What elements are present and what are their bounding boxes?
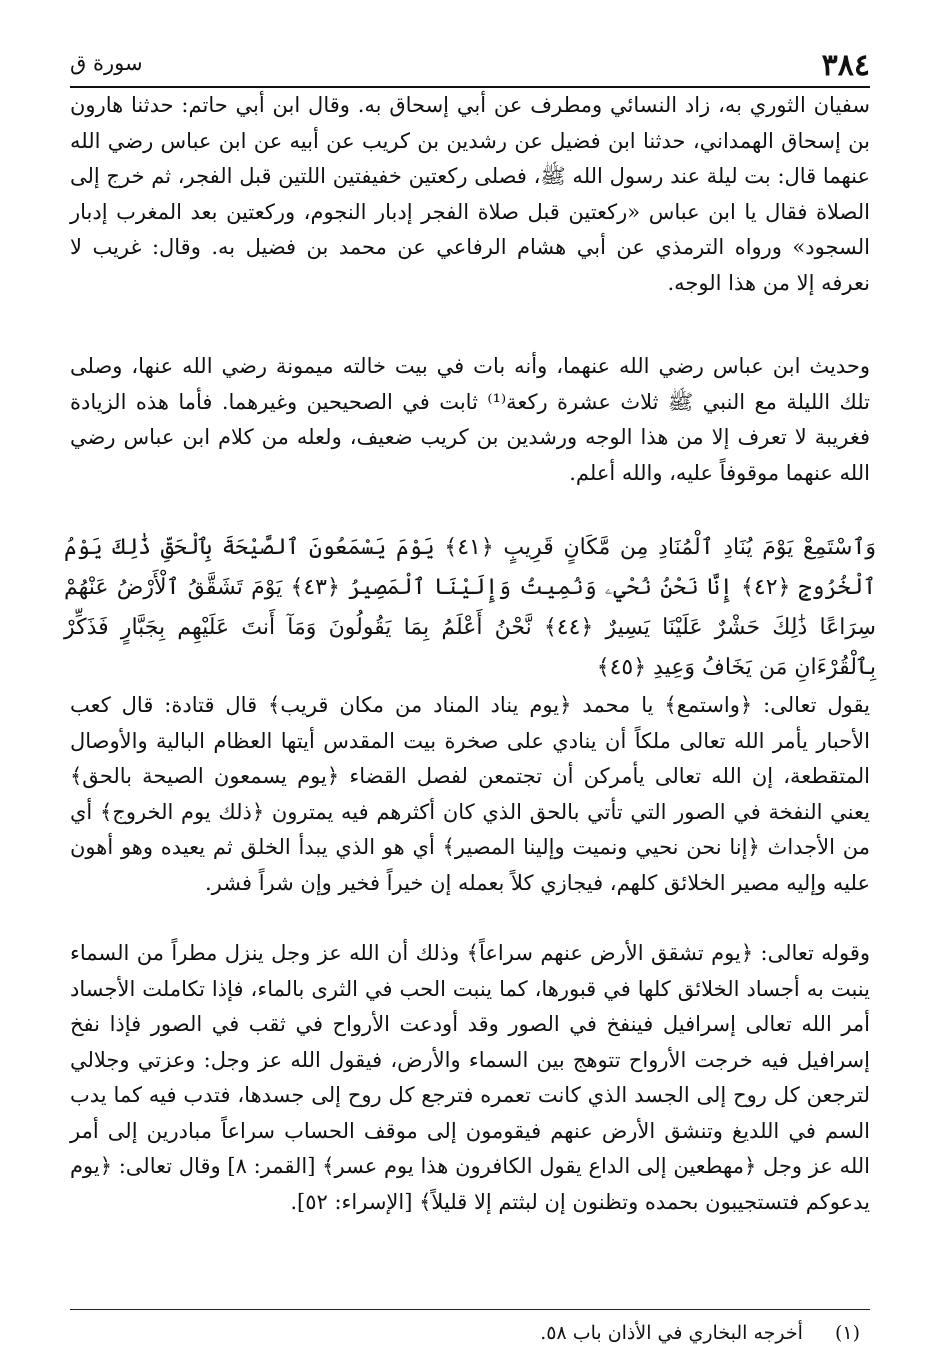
page-header xyxy=(70,44,870,88)
paragraph-hadith-narration: سفيان الثوري به، زاد النسائي ومطرف عن أبي إسحاق به. وقال ابن أبي حاتم: حدثنا هارون بن إسحاق الهمداني، حدثنا ابن فضيل عن رشدين بن كريب عن أبيه عن ابن عباس رضي الله عنهما قال: بت ليلة عند رسول الله ﷺ، فصلى ركعتين خفيفتين اللتين قبل الفجر، ثم خرج إلى الصلاة فقال يا ابن عباس «ركعتين قبل صلاة الفجر إدبار النجوم، وركعتين بعد المغرب إدبار السجود» ورواه الترمذي عن أبي هشام الرفاعي عن محمد بن فضيل به. وقال: غريب لا نعرفه إلا من هذا الوجه. xyxy=(70,93,870,295)
footnote-divider xyxy=(70,1309,870,1310)
footnote-text: أخرجه البخاري في الأذان باب ٥٨. xyxy=(540,1322,803,1344)
quran-verses-block: وَٱسْتَمِعْ يَوْمَ يُنَادِ ٱلْمُنَادِ مِن مَّكَانٍ قَرِيبٍ ﴿٤١﴾ يَوْمَ يَسْمَعُونَ ٱلصَّيْحَةَ بِٱلْحَقِّ ذَٰلِكَ يَوْمُ ٱلْخُرُوجِ ﴿٤٢﴾ إِنَّا نَحْنُ نُحْيِۦ وَنُمِيتُ وَإِلَيْنَا ٱلْمَصِيرُ ﴿٤٣﴾ يَوْمَ تَشَقَّقُ ٱلْأَرْضُ عَنْهُمْ سِرَاعًا ذَٰلِكَ حَشْرٌ عَلَيْنَا يَسِيرٌ ﴿٤٤﴾ نَّحْنُ أَعْلَمُ بِمَا يَقُولُونَ وَمَآ أَنتَ عَلَيْهِم بِجَبَّارٍ فَذَكِّرْ بِٱلْقُرْءَانِ مَن يَخَافُ وَعِيدِ ﴿٤٥﴾ xyxy=(64,535,877,680)
paragraph-tafsir-resurrection: وقوله تعالى: ﴿يوم تشقق الأرض عنهم سراعاً﴾ وذلك أن الله عز وجل ينزل مطراً من السماء ينبت به أجساد الخلائق كلها في قبورها، كما ينبت الحب في الثرى بالماء، فإذا تكاملت الأجساد أمر الله تعالى إسرافيل فينفخ في الصور وقد أودعت الأرواح في ثقب في الصور فإذا نفخ إسرافيل فيه خرجت الأرواح تتوهج بين السماء والأرض، فيقول الله عز وجل: وعزتي وجلالي لترجعن كل روح إلى الجسد الذي كانت تعمره فترجع كل روح إلى جسدها، فتدب فيه كما يدب السم في اللديغ وتنشق الأرض عنهم فيقومون إلى موقف الحساب سراعاً مبادرين إلى أمر الله عز وجل ﴿مهطعين إلى الداع يقول الكافرون هذا يوم عسر﴾ [القمر: ٨] وقال تعالى: ﴿يوم يدعوكم فتستجيبون بحمده وتظنون إن لبثتم إلا قليلاً﴾ [الإسراء: ٥٢]. xyxy=(70,941,871,1214)
page-number: ٣٨٤ xyxy=(821,48,870,83)
paragraph-ibn-abbas-hadith: وحديث ابن عباس رضي الله عنهما، وأنه بات في بيت خالته ميمونة رضي الله عنها، وصلى تلك الليلة مع النبي ﷺ ثلاث عشرة ركعة⁽¹⁾ ثابت في الصحيحين وغيرهما. فأما هذه الزيادة فغريبة لا تعرف إلا من هذا الوجه ورشدين بن كريب ضعيف، ولعله من كلام ابن عباس رضي الله عنهما موقوفاً عليه، والله أعلم. xyxy=(70,354,870,485)
footnote-number: (١) xyxy=(834,1322,860,1344)
paragraph-tafsir-call: يقول تعالى: ﴿واستمع﴾ يا محمد ﴿يوم يناد المناد من مكان قريب﴾ قال قتادة: قال كعب الأحبار يأمر الله تعالى ملكاً أن ينادي على صخرة بيت المقدس أيتها العظام البالية والأوصال المتقطعة، إن الله تعالى يأمركن أن تجتمعن لفصل القضاء ﴿يوم يسمعون الصيحة بالحق﴾ يعني النفخة في الصور التي تأتي بالحق الذي كان أكثرهم فيه يمترون ﴿ذلك يوم الخروج﴾ أي من الأجداث ﴿إنا نحن نحيي ونميت وإلينا المصير﴾ أي هو الذي يبدأ الخلق ثم يعيده وهو أهون عليه وإليه مصير الخلائق كلهم، فيجازي كلاً بعمله إن خيراً فخير وإن شراً فشر. xyxy=(70,693,870,895)
footnote xyxy=(540,1318,860,1348)
surah-title: سورة ق xyxy=(70,51,143,75)
